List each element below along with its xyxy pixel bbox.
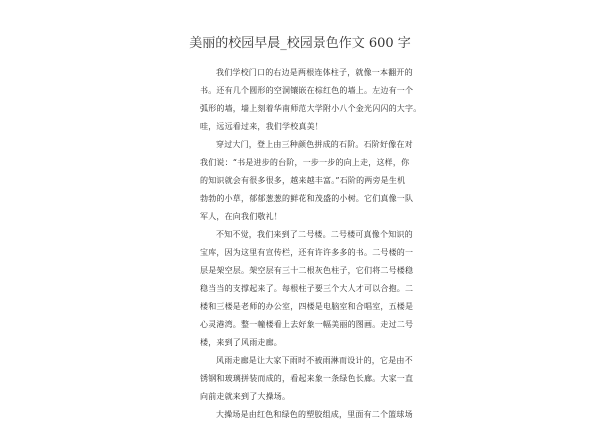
text-line: 向前走就来到了大操场。: [200, 392, 291, 401]
text-line: 宝库，因为这里有宣传栏，还有许许多多的书。二号楼的一: [200, 248, 414, 257]
document-title: 美丽的校园早晨_校园景色作文 600 字: [189, 36, 411, 51]
document-body: [200, 64, 422, 424]
text-line: 锈钢和玻璃拼装而成的，看起来象一条绿色长廊。大家一直: [200, 374, 414, 383]
text-line: 穿过大门，登上由三种颜色拼成的石阶。石阶好像在对: [216, 140, 413, 149]
text-line: 书。还有几个圆形的空洞镶嵌在棕红色的墙上。左边有一个: [200, 86, 414, 95]
text-line: 的知识就会有很多很多，越来越丰富。”石阶的两旁是生机: [200, 176, 406, 185]
text-line: 军人，在向我们敬礼！: [200, 212, 282, 221]
text-line: 风雨走廊是让大家下雨时不被雨淋而设计的，它是由不: [216, 356, 413, 365]
text-line: 楼，来到了风雨走廊。: [200, 338, 282, 347]
text-line: 我们学校门口的右边是两根连体柱子，就像一本翻开的: [216, 68, 413, 77]
text-line: 勃勃的小草，郁郁葱葱的鲜花和茂盛的小树。它们真像一队: [200, 194, 414, 203]
text-line: 不知不觉，我们来到了二号楼。二号楼可真像个知识的: [216, 230, 413, 239]
text-line: 心灵港湾。整一幢楼看上去好象一幅美丽的图画。走过二号: [200, 320, 414, 329]
text-line: 稳当当的支撑起来了。每根柱子要三个大人才可以合抱。二: [200, 284, 414, 293]
text-line: 楼和三楼是老师的办公室，四楼是电脑室和合唱室，五楼是: [200, 302, 414, 311]
text-line: 哇，远远看过来，我们学校真美！: [200, 122, 323, 131]
text-line: 层是架空层。架空层有三十二根灰色柱子，它们将二号楼稳: [200, 266, 414, 275]
text-line: 弧形的墙，墙上刻着华南师范大学附小八个金光闪闪的大字。: [200, 104, 422, 113]
text-line: 我们说：“书是进步的台阶，一步一步的向上走，这样，你: [200, 158, 410, 167]
text-line: 大操场是由红色和绿色的塑胶组成，里面有二个篮球场: [216, 410, 413, 419]
